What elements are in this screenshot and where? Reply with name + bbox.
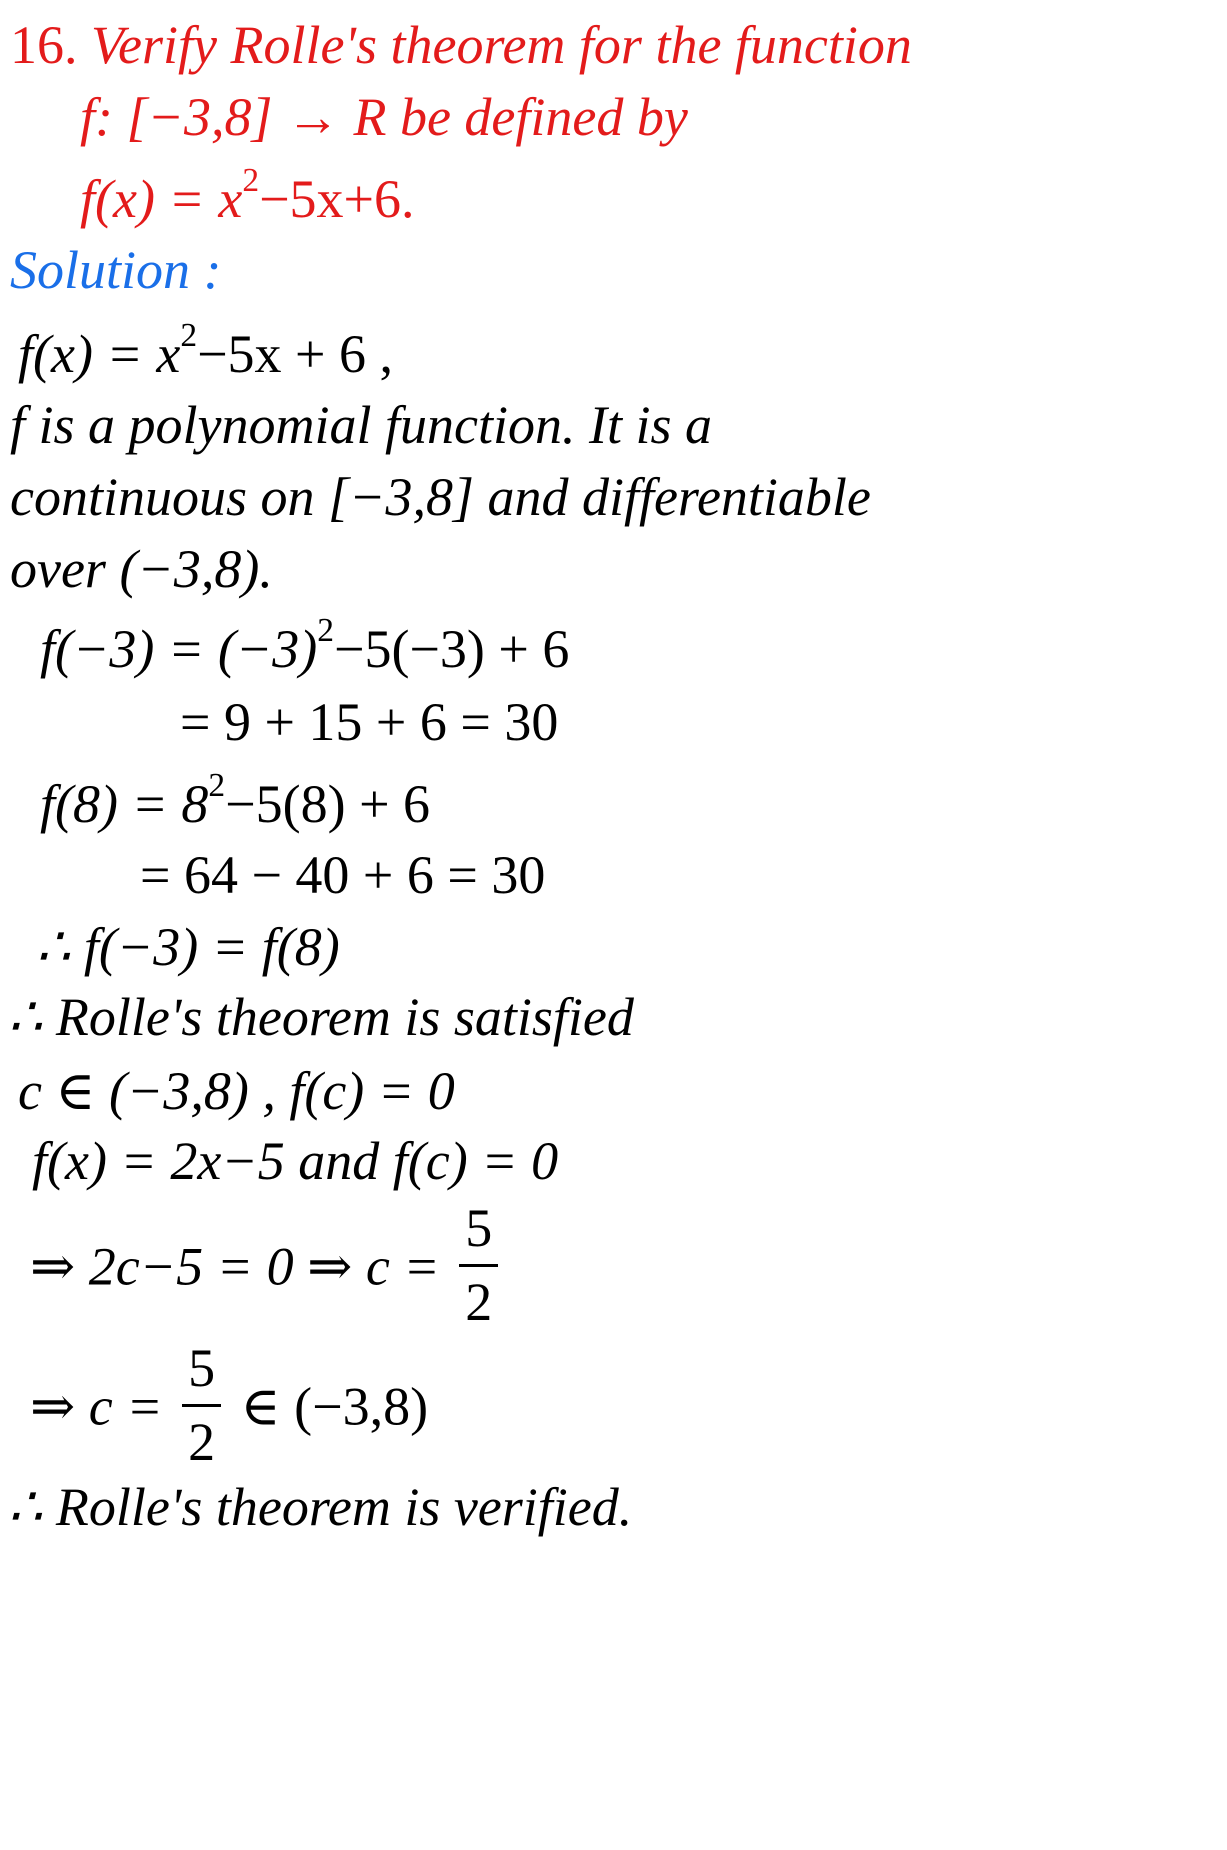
step-c-domain: c ∈ (−3,8) , f(c) = 0 (18, 1061, 455, 1121)
question-number: 16. (10, 15, 78, 75)
step-polynomial-1: f is a polynomial function. It is a (10, 395, 712, 455)
question-line-3 (80, 161, 415, 229)
step-equal-values: ∴ f(−3) = f(8) (36, 917, 340, 977)
step-f-8-value: = 64 − 40 + 6 = 30 (140, 845, 546, 905)
step-f-minus-3-value: = 9 + 15 + 6 = 30 (180, 692, 559, 752)
solution-heading: Solution : (10, 240, 222, 300)
question-domain: f: [−3,8] → R be defined by (80, 87, 688, 147)
question-function-rhs: −5x+6. (259, 169, 415, 229)
fraction-five-halves-result: $\frac{5}{2}$ (182, 1339, 221, 1473)
question-line-2 (80, 87, 688, 147)
question-line-1 (10, 15, 912, 75)
step-verified: ∴ Rolle's theorem is verified. (8, 1477, 633, 1537)
step-polynomial-3: over (−3,8). (10, 539, 273, 599)
step-satisfied: ∴ Rolle's theorem is satisfied (8, 987, 634, 1047)
question-text: Verify Rolle's theorem for the function (91, 15, 912, 75)
fraction-five-halves: $\frac{5}{2}$ (459, 1199, 498, 1333)
step-f-8: $f(8) = 8^2-5(8) + 6$ (40, 766, 431, 834)
fraction-bar (182, 1404, 221, 1407)
step-function-definition: $f(x) = x^2-5x + 6$ , (18, 316, 393, 384)
step-derivative: f(x) = 2x−5 and f(c) = 0 (32, 1131, 559, 1191)
step-solve: ⇒ 2c−5 = 0 ⇒ c = $\frac{5}{2}$ (30, 1205, 504, 1339)
question-function-lhs: f(x) = x (80, 169, 243, 229)
question-function-exponent: 2 (242, 161, 260, 199)
fraction-bar (459, 1264, 498, 1267)
step-polynomial-2: continuous on [−3,8] and differentiable (10, 467, 871, 527)
step-f-minus-3: $f(-3) = (-3)^2-5(-3) + 6$ (40, 611, 570, 679)
step-result: ⇒ c = $\frac{5}{2}$ ∈ (−3,8) (30, 1338, 429, 1473)
